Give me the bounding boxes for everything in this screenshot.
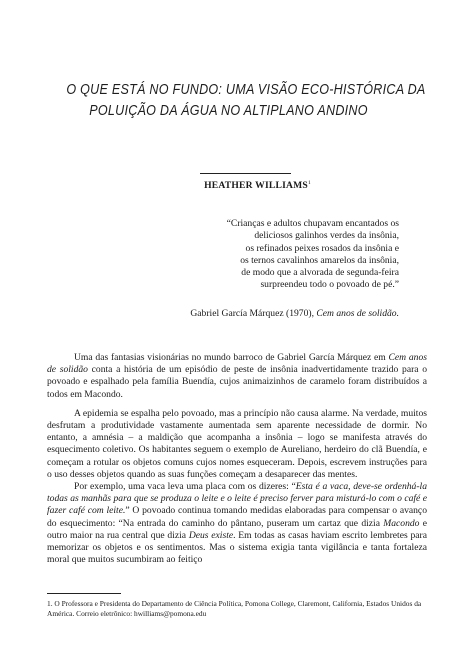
- footnote-rule: [47, 593, 121, 594]
- epigraph-citation: [190, 308, 399, 319]
- paragraph-3: [47, 481, 427, 566]
- epigraph-line: os ternos cavalinhos amarelos da insônia,: [240, 254, 399, 266]
- paragraph-2: A epidemia se espalha pelo povoado, mas a princípio não causa alarme. Na verdade, muitos desfrutam a produtividade vastamente aumentada sem aparente necessidade de dormir. No entanto, a amnésia – a maldição que acompanha a insônia – logo se manifesta através do esquecimento coletivo. Os habitantes seguem o exemplo de Aureliano, herdeiro do clã Buendía, e começam a rotular os objetos comuns cujos nomes esqueceram. Depois, escrevem instruções para o uso desses objetos quando as suas funções começam a desaparecer das mentes.: [47, 407, 427, 480]
- epigraph-line: “Crianças e adultos chupavam encantados os: [226, 218, 399, 229]
- title-line-2: POLUIÇÃO DA ÁGUA NO ALTIPLANO ANDINO: [89, 103, 368, 119]
- p1-text-a: Uma das fantasias visionárias no mundo barroco de Gabriel García Márquez em: [74, 352, 389, 363]
- citation-work: Cem anos de solidão.: [316, 308, 399, 319]
- p3-text-g: . Em todas as casas haviam escrito lembretes para memorizar os objetos e os sentimentos. Mas o sistema exigia tanta vigilância e tanta fortaleza moral que muitos sucumbiram ao feitiço: [47, 529, 427, 566]
- author-name: HEATHER WILLIAMS: [204, 180, 308, 191]
- title-line-1: O QUE ESTÁ NO FUNDO: UMA VISÃO ECO-HISTÓRICA DA: [66, 82, 426, 98]
- article-title: [66, 80, 426, 122]
- p3-cow-sign: Esta é a vaca, deve-se ordenhá-la todas as manhãs para que se produza o leite e o leite é preciso ferver para misturá-lo com o café e fazer café com leite.: [47, 481, 427, 517]
- epigraph-line: de modo que a alvorada de segunda-feira: [241, 267, 399, 279]
- epigraph: [169, 218, 399, 292]
- p1-text-c: conta a história de um episódio de peste de insônia inadvertidamente trazido para o povoado e espalhado pela família Buendía, cujos animaizinhos de caramelo foram distribuídos a todos em Macondo.: [47, 364, 427, 400]
- epigraph-line: os refinados peixes rosados da insônia e: [245, 242, 399, 254]
- citation-author: Gabriel García Márquez (1970),: [190, 308, 317, 319]
- paragraph-1: [47, 352, 427, 401]
- p3-text-c: ” O povoado continua tomando medidas elaboradas para compensar o avanço do esquecimento: “Na entrada do caminho do pântano, puseram um cartaz que dizia: [47, 505, 427, 529]
- p3-deus-existe: Deus existe: [188, 529, 234, 541]
- footnote: 1. O Professora e Presidenta do Departamento de Ciência Política, Pomona College, Claremont, California, Estados Unidos da América. Correio eletrônico: hwilliams@pomona.edu: [47, 599, 422, 618]
- author-line: [170, 180, 345, 191]
- p1-book-title: Cem anos de solidão: [47, 352, 427, 376]
- author-footnote-mark: 1: [307, 180, 311, 186]
- author-rule: [200, 173, 291, 174]
- p3-text-a: Por exemplo, uma vaca leva uma placa com os dizeres: “: [74, 481, 296, 493]
- body-text: [47, 352, 427, 566]
- epigraph-line: surpreendeu todo o povoado de pé.”: [260, 279, 399, 291]
- epigraph-line: deliciosos galinhos verdes da insônia,: [254, 230, 399, 242]
- p3-text-e: e outro maior na rua central que dizia: [47, 517, 427, 541]
- p3-macondo: Macondo: [383, 517, 420, 529]
